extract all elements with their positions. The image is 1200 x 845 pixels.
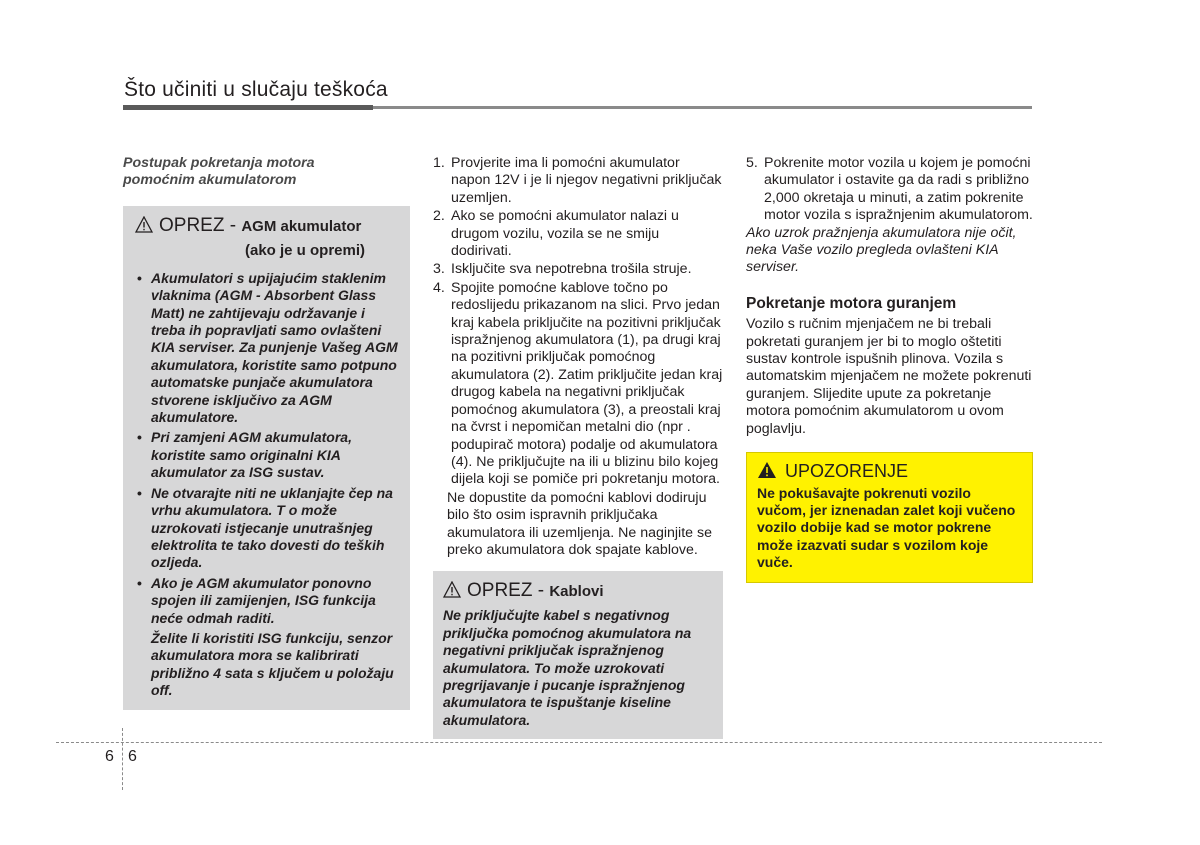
step-text: Spojite pomoćne kablove točno po redoslijedu prikazanom na slici. Prvo jedan kraj kabela priključite na pozitivni priključak ispražnjenog akumulatora (1), pa drugi kraj na pozitivni priključak pomoćnog akumulatora (2). Zatim priključite jedan kraj drugog kabela na negativni priključak pomoćnog akumulatora (3), a preostali kraj na čvrst i nepomičan metalni dio (npr . podupirač motora) podalje od akumulatora (4). Ne priključujte na ili u blizinu bilo kojeg dijela koji se pomiče pri pokretanju motora. bbox=[451, 279, 723, 488]
push-start-paragraph: Vozilo s ručnim mjenjačem ne bi trebali pokretati guranjem jer bi to moglo oštetiti sustav kontrole ispušnih plinova. Vozila s automatskim mjenjačem ne možete pokrenuti guranjem. Slijedite upute za pokretanje motora pomoćnim akumulatorom u ovom poglavlju. bbox=[746, 316, 1032, 437]
list-item bbox=[433, 261, 723, 278]
caution-title bbox=[443, 579, 713, 603]
caution-subject: AGM akumulator bbox=[241, 217, 362, 235]
push-start-heading: Pokretanje motora guranjem bbox=[746, 294, 957, 312]
page-number: 6 bbox=[128, 748, 137, 765]
warning-filled-triangle-icon bbox=[757, 461, 777, 482]
caution-label: OPREZ - bbox=[159, 214, 242, 236]
step-number: 4. bbox=[433, 279, 445, 296]
column-middle bbox=[433, 155, 723, 739]
step-text: Provjerite ima li pomoćni akumulator napon 12V i je li njegov negativni priključak uzemljen. bbox=[451, 155, 722, 206]
caution-label: OPREZ - bbox=[467, 580, 550, 602]
section-heading-line2: pomoćnim akumulatorom bbox=[123, 172, 297, 189]
page-title: Što učiniti u slučaju teškoća bbox=[124, 78, 388, 101]
step-text: Isključite sva nepotrebna trošila struje. bbox=[451, 261, 692, 278]
caution-box-cables bbox=[433, 571, 723, 739]
caution-bullet-list bbox=[135, 270, 398, 627]
caution-body: Ne priključujte kabel s negativnog priključka pomoćnog akumulatora na negativni priključak ispražnjenog akumulatora. To može uzrokovati pregrijavanje i pucanje ispražnjenog akumulatora te ispuštanje kiseline akumulatora. bbox=[443, 607, 692, 728]
step-number: 1. bbox=[433, 155, 445, 171]
step-number: 2. bbox=[433, 208, 445, 225]
step-text: Ako se pomoćni akumulator nalazi u drugom vozilu, vozila se ne smiju dodirivati. bbox=[451, 208, 679, 260]
warning-body: Ne pokušavajte pokrenuti vozilo vučom, jer iznenadan zalet koji vučeno vozilo dobije kad se motor pokrene može izazvati sudar s vozilom koje vuče. bbox=[757, 484, 1016, 571]
section-heading bbox=[123, 155, 410, 190]
footer-vertical-divider bbox=[122, 728, 123, 790]
list-item bbox=[433, 280, 723, 489]
section-number: 6 bbox=[105, 748, 114, 765]
steps-list-continued bbox=[746, 155, 1036, 225]
list-item bbox=[433, 155, 723, 207]
caution-box-agm bbox=[123, 206, 410, 710]
warning-triangle-icon bbox=[135, 216, 153, 238]
warning-triangle-icon bbox=[443, 581, 461, 603]
list-item: • Ne otvarajte niti ne uklanjajte čep na vrhu akumulatora. T o može uzrokovati istjecanje unutrašnjeg elektrolita te tako dovesti do teških ozljeda. bbox=[135, 485, 398, 572]
bullet-continuation: Želite li koristiti ISG funkciju, senzor akumulatora mora se kalibrirati približno 4 sata s ključem u položaju off. bbox=[151, 629, 394, 699]
list-item: • Pri zamjeni AGM akumulatora, koristite samo originalni KIA akumulator za ISG sustav. bbox=[135, 429, 398, 481]
footer-divider bbox=[56, 742, 1102, 743]
list-item bbox=[746, 155, 1036, 225]
warning-box bbox=[746, 452, 1033, 582]
section-heading-line1: Postupak pokretanja motora bbox=[123, 155, 315, 171]
caution-title bbox=[135, 214, 398, 262]
list-item bbox=[433, 208, 723, 260]
steps-list bbox=[433, 155, 723, 489]
caution-subject-note: (ako je u opremi) bbox=[245, 241, 366, 259]
list-item: • Akumulatori s upijajućim staklenim vlaknima (AGM - Absorbent Glass Matt) ne zahtijevaju održavanje i treba ih popravljati samo ovlašteni KIA serviser. Za punjenje Vašeg AGM akumulatora, koristite samo potpuno automatske punjače akumulatora stvorene isključivo za AGM akumulatore. bbox=[135, 270, 398, 427]
step-number: 5. bbox=[746, 155, 758, 171]
caution-subject: Kablovi bbox=[549, 583, 604, 601]
step-number: 3. bbox=[433, 261, 445, 278]
column-right bbox=[746, 155, 1036, 583]
italic-note: Ako uzrok pražnjenja akumulatora nije očit, neka Vaše vozilo pregleda ovlašteni KIA serviser. bbox=[746, 224, 1017, 276]
column-left bbox=[123, 155, 410, 710]
cable-note: Ne dopustite da pomoćni kablovi dodiruju bilo što osim ispravnih priključaka akumulatora ili uzemljenja. Ne naginjite se preko akumulatora dok spajate kablove. bbox=[447, 489, 712, 558]
list-item: • Ako je AGM akumulator ponovno spojen ili zamijenjen, ISG funkcija neće odmah raditi. bbox=[135, 575, 398, 627]
step-text: Pokrenite motor vozila u kojem je pomoćni akumulator i ostavite ga da radi s približno 2,000 okretaja u minuti, a zatim pokrenite motor vozila s ispražnjenim akumulatorom. bbox=[764, 155, 1033, 224]
warning-title bbox=[757, 461, 1022, 482]
header-rule-accent bbox=[123, 105, 373, 110]
warning-label: UPOZORENJE bbox=[785, 461, 909, 482]
